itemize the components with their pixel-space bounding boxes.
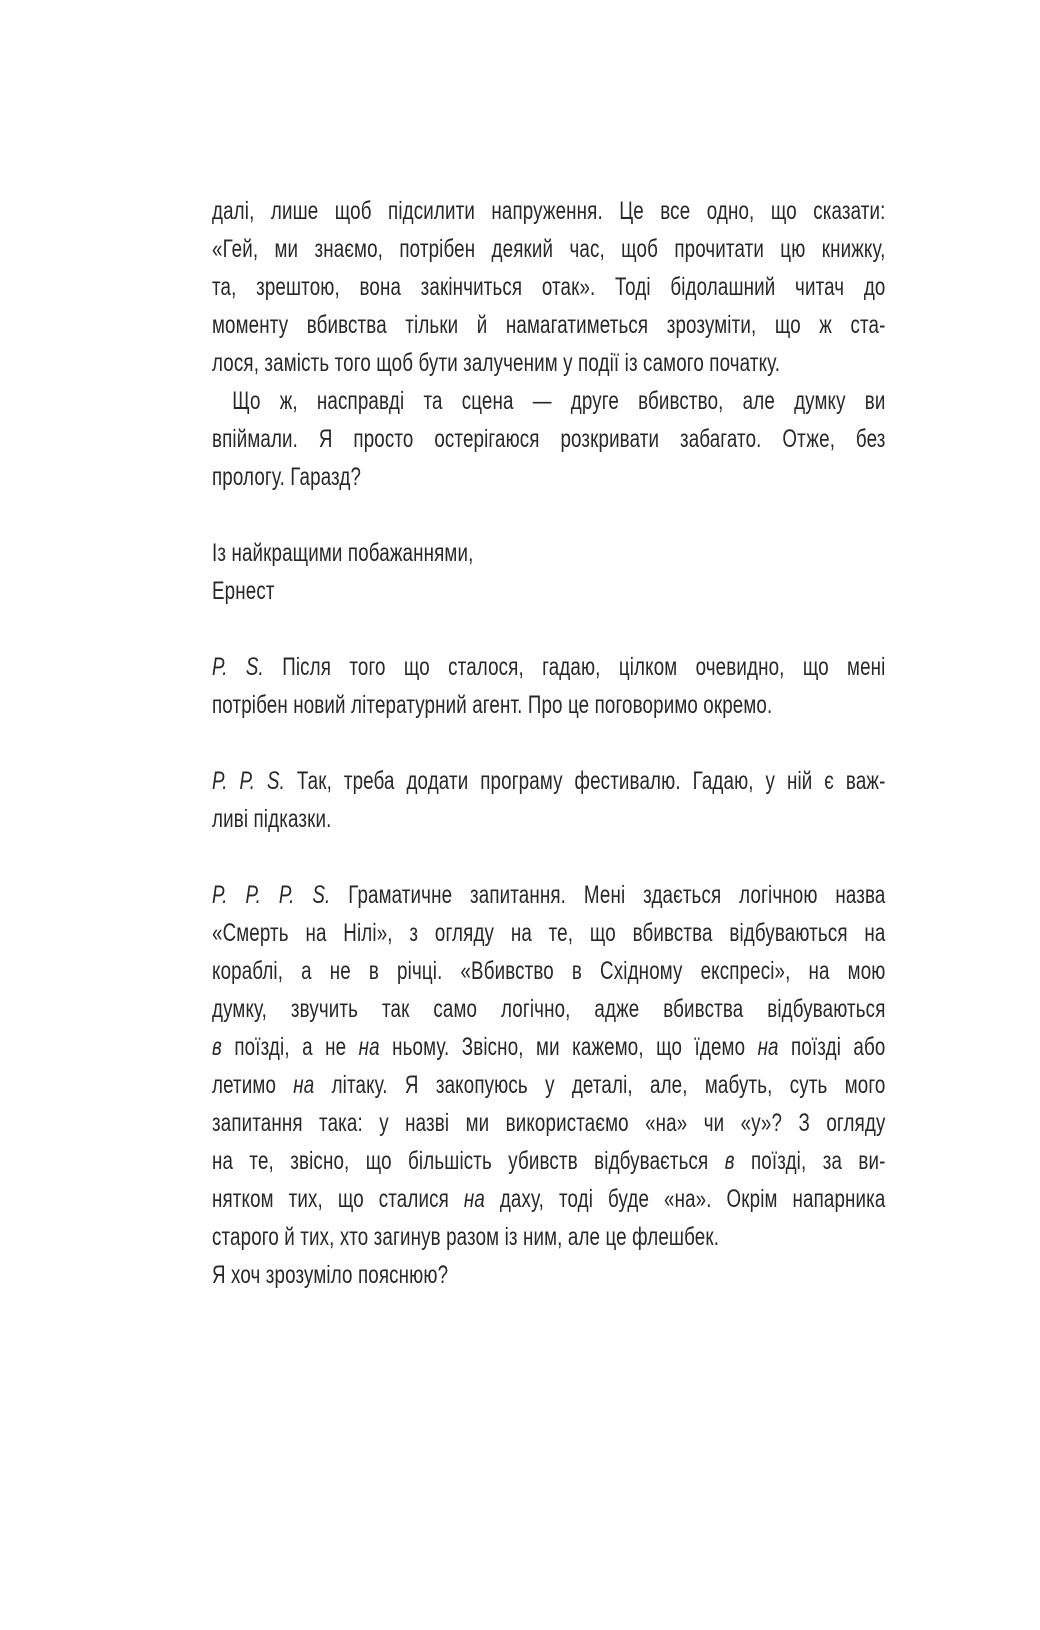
text-segment: на те, звісно, що більшість убивств відбувається	[212, 1147, 725, 1175]
text-line	[212, 306, 886, 344]
italic-text-segment: в	[724, 1147, 735, 1175]
text-line	[212, 230, 886, 268]
text-line	[212, 1256, 886, 1294]
text-line	[212, 762, 886, 800]
text-segment: впіймали. Я просто остерігаюся розкривати забагато. Отже, без	[212, 425, 886, 453]
paragraph-gap	[212, 838, 886, 876]
text-segment: поїзді, а не	[221, 1033, 359, 1061]
italic-text-segment: на	[757, 1033, 779, 1061]
text-line	[212, 990, 886, 1028]
text-line	[212, 458, 886, 496]
text-line	[212, 572, 886, 610]
text-line	[212, 1104, 886, 1142]
text-line	[212, 192, 886, 230]
text-segment: «Смерть на Нілі», з огляду на те, що вбивства відбуваються на	[212, 919, 886, 947]
text-segment: потрібен новий літературний агент. Про це поговоримо окремо.	[212, 691, 773, 719]
italic-text-segment: на	[293, 1071, 315, 1099]
text-line	[212, 1218, 886, 1256]
text-segment: прологу. Гаразд?	[212, 463, 362, 491]
text-line	[212, 876, 886, 914]
text-segment: поїзді або	[778, 1033, 886, 1061]
text-segment: Ернест	[212, 577, 275, 605]
text-segment: Що ж, насправді та сцена — друге вбивство, але думку ви	[232, 387, 886, 415]
text-line	[212, 1066, 886, 1104]
text-segment: далі, лише щоб підсилити напруження. Це все одно, що сказати:	[212, 197, 886, 225]
italic-text-segment: P. P. S.	[212, 767, 286, 795]
text-segment: поїзді, за ви-	[734, 1147, 886, 1175]
text-line	[212, 648, 886, 686]
text-line	[212, 382, 886, 420]
text-line	[212, 914, 886, 952]
italic-text-segment: на	[463, 1185, 485, 1213]
text-segment: Так, треба додати програму фестивалю. Гадаю, у ній є важ-	[285, 767, 886, 795]
text-segment: ньому. Звісно, ми кажемо, що їдемо	[379, 1033, 758, 1061]
text-line	[212, 800, 886, 838]
text-line	[212, 420, 886, 458]
text-segment: Я хоч зрозуміло пояснюю?	[212, 1261, 449, 1289]
text-segment: даху, тоді буде «на». Окрім напарника	[484, 1185, 886, 1213]
text-line	[212, 686, 886, 724]
text-segment: Із найкращими побажаннями,	[212, 539, 474, 567]
text-line	[212, 268, 886, 306]
italic-text-segment: P. P. P. S.	[212, 881, 331, 909]
text-segment: думку, звучить так само логічно, адже вбивства відбуваються	[212, 995, 886, 1023]
text-segment: Граматичне запитання. Мені здається логічною назва	[330, 881, 886, 909]
text-segment: нятком тих, що сталися	[212, 1185, 464, 1213]
text-segment: запитання така: у назві ми використаємо «на» чи «у»? З огляду	[212, 1109, 886, 1137]
text-line	[212, 952, 886, 990]
text-segment: та, зрештою, вона закінчиться отак». Тоді бідолашний читач до	[212, 273, 886, 301]
italic-text-segment: на	[358, 1033, 380, 1061]
text-segment: ливі підказки.	[212, 805, 332, 833]
text-line	[212, 1142, 886, 1180]
paragraph-gap	[212, 724, 886, 762]
paragraph-gap	[212, 496, 886, 534]
text-line	[212, 344, 886, 382]
text-segment: «Гей, ми знаємо, потрібен деякий час, щоб прочитати цю книжку,	[212, 235, 886, 263]
text-segment: летимо	[212, 1071, 294, 1099]
paragraph-gap	[212, 610, 886, 648]
text-segment: старого й тих, хто загинув разом із ним, але це флешбек.	[212, 1223, 720, 1251]
italic-text-segment: P. S.	[212, 653, 264, 681]
text-segment: Після того що сталося, гадаю, цілком очевидно, що мені	[263, 653, 886, 681]
text-segment: моменту вбивства тільки й намагатиметься зрозуміти, що ж ста-	[212, 311, 886, 339]
text-line	[212, 1028, 886, 1066]
text-line	[212, 1180, 886, 1218]
italic-text-segment: в	[212, 1033, 222, 1061]
text-segment: кораблі, а не в річці. «Вбивство в Східному експресі», на мою	[212, 957, 886, 985]
letter-text	[212, 192, 886, 1294]
text-line	[212, 534, 886, 572]
text-segment: літаку. Я закопуюсь у деталі, але, мабуть, суть мого	[314, 1071, 886, 1099]
text-segment: лося, замість того щоб бути залученим у події із самого початку.	[212, 349, 781, 377]
